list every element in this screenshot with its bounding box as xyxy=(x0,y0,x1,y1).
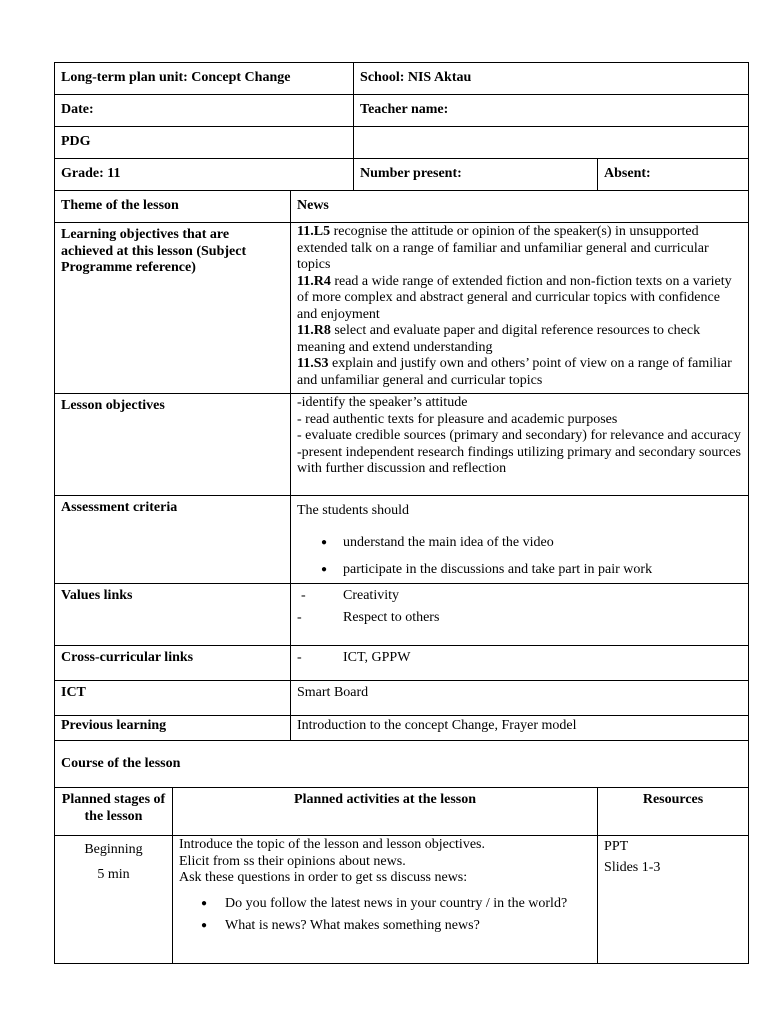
assessment-content xyxy=(291,496,749,584)
date-cell: Date: xyxy=(55,95,354,127)
row-ict xyxy=(55,681,749,716)
row-stages-header xyxy=(55,788,749,836)
cross-curricular-item: - ICT, GPPW xyxy=(297,650,411,665)
lesson-objectives-list xyxy=(291,394,749,496)
values-content xyxy=(291,584,749,646)
objective-item xyxy=(297,224,742,274)
objective-code: 11.R8 xyxy=(297,323,331,338)
objective-text: explain and justify own and others’ point of view on a range of familiar and unfamiliar general and curricular topics xyxy=(297,356,732,388)
teacher-cell: Teacher name: xyxy=(354,95,749,127)
objective-text: recognise the attitude or opinion of the speaker(s) in unsupported extended talk on a range of familiar and unfamiliar general and curricular topics xyxy=(297,224,709,272)
school-cell: School: NIS Aktau xyxy=(354,63,749,95)
stages-header: Planned stages of the lesson xyxy=(55,788,173,836)
previous-learning-value: Introduction to the concept Change, Frayer model xyxy=(291,716,749,741)
stage-time: 5 min xyxy=(97,866,130,882)
assessment-intro: The students should xyxy=(297,503,409,518)
lesson-objective-item: -present independent research findings utilizing primary and secondary sources with further discussion and reflection xyxy=(297,444,741,476)
lesson-plan-table xyxy=(54,62,749,964)
ict-label: ICT xyxy=(55,681,291,716)
row-theme xyxy=(55,191,749,223)
activity-line: Elicit from ss their opinions about news. xyxy=(179,853,406,869)
assessment-item: ● understand the main idea of the video xyxy=(297,535,742,552)
assessment-item: ● participate in the discussions and take part in pair work xyxy=(297,562,742,579)
values-item: - Creativity xyxy=(301,588,399,603)
cross-curricular-label: Cross-curricular links xyxy=(55,646,291,681)
objective-item xyxy=(297,356,742,389)
lesson-objective-item: - evaluate credible sources (primary and secondary) for relevance and accuracy xyxy=(297,428,741,443)
lesson-objective-item: -identify the speaker’s attitude xyxy=(297,395,468,410)
objective-item xyxy=(297,274,742,324)
beginning-stage-cell xyxy=(55,836,173,964)
activity-line: Introduce the topic of the lesson and lesson objectives. xyxy=(179,837,485,852)
stage-name: Beginning xyxy=(84,842,143,857)
row-previous-learning xyxy=(55,716,749,741)
row-date-teacher xyxy=(55,95,749,127)
objective-code: 11.R4 xyxy=(297,273,331,289)
row-assessment xyxy=(55,496,749,584)
row-course-of-lesson xyxy=(55,741,749,788)
course-of-lesson-heading: Course of the lesson xyxy=(55,741,749,788)
values-item: - Respect to others xyxy=(297,609,440,625)
row-learning-objectives xyxy=(55,223,749,394)
values-label: Values links xyxy=(55,584,291,646)
row-lesson-objectives xyxy=(55,394,749,496)
assessment-label: Assessment criteria xyxy=(55,496,291,584)
question-item: ● What is news? What makes something news? xyxy=(179,915,591,937)
grade-cell: Grade: 11 xyxy=(55,159,354,191)
row-grade xyxy=(55,159,749,191)
lesson-plan-sheet xyxy=(54,62,748,964)
theme-label: Theme of the lesson xyxy=(55,191,291,223)
ict-value: Smart Board xyxy=(291,681,749,716)
beginning-resources-cell xyxy=(598,836,749,964)
row-cross-curricular xyxy=(55,646,749,681)
resource-item: PPT xyxy=(604,839,629,854)
previous-learning-label: Previous learning xyxy=(55,716,291,741)
row-unit-school xyxy=(55,63,749,95)
objective-code: 11.S3 xyxy=(297,356,329,371)
beginning-activities-cell xyxy=(173,836,598,964)
objective-item xyxy=(297,323,742,356)
pdg-cell: PDG xyxy=(55,127,354,159)
resources-header: Resources xyxy=(598,788,749,836)
row-values xyxy=(55,584,749,646)
row-beginning xyxy=(55,836,749,964)
objective-text: select and evaluate paper and digital reference resources to check meaning and extend understanding xyxy=(297,323,701,355)
cross-curricular-content xyxy=(291,646,749,681)
unit-cell: Long-term plan unit: Concept Change xyxy=(55,63,354,95)
row-pdg xyxy=(55,127,749,159)
activities-header: Planned activities at the lesson xyxy=(173,788,598,836)
number-present-cell: Number present: xyxy=(354,159,598,191)
learning-objectives-label: Learning objectives that are achieved at this lesson (Subject Programme reference) xyxy=(55,223,291,394)
theme-value: News xyxy=(291,191,749,223)
question-item: ● Do you follow the latest news in your country / in the world? xyxy=(179,893,591,915)
lesson-objective-item: - read authentic texts for pleasure and academic purposes xyxy=(297,411,618,427)
lesson-objectives-label: Lesson objectives xyxy=(55,394,291,496)
pdg-empty-cell xyxy=(354,127,749,159)
absent-cell: Absent: xyxy=(598,159,749,191)
activity-line: Ask these questions in order to get ss discuss news: xyxy=(179,870,468,885)
resource-item: Slides 1-3 xyxy=(604,859,661,875)
objective-text: read a wide range of extended fiction and non-fiction texts on a variety of more complex and abstract general and curricular topics with confidence and enjoyment xyxy=(297,273,732,322)
learning-objectives-list xyxy=(291,223,749,394)
objective-code: 11.L5 xyxy=(297,224,331,239)
